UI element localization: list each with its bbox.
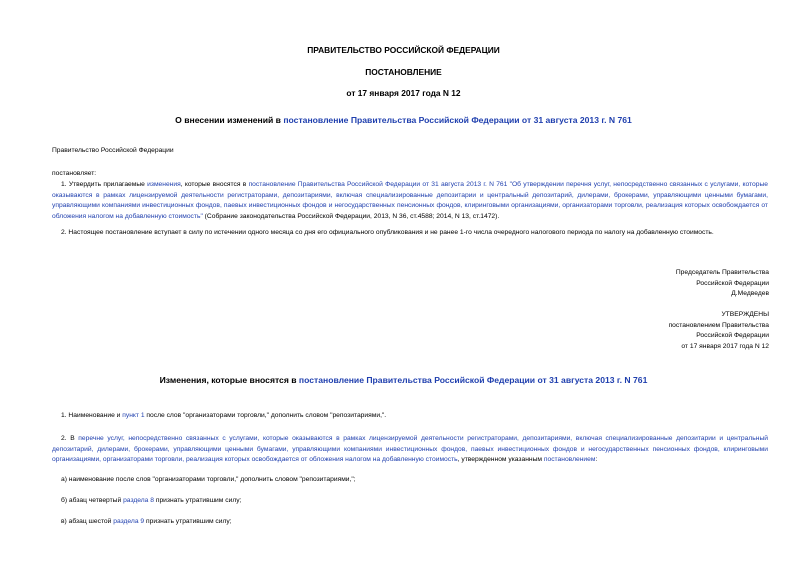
change-1-text-b: после слов "организаторами торговли," дополнить словом "репозитариями,".	[144, 412, 387, 419]
approval-line-1: УТВЕРЖДЕНЫ	[721, 311, 769, 318]
signature-position-2: Российской Федерации	[696, 279, 769, 287]
changes-title	[0, 375, 807, 385]
signature-position-1: Председатель Правительства	[675, 269, 769, 276]
sub-b-text-a: б) абзац четвертый	[61, 497, 124, 504]
sub-b-text-b: признать утратившим силу;	[153, 497, 242, 504]
sub-b-paragraph	[52, 496, 768, 507]
sub-a-paragraph: а) наименование после слов "организаторами торговли," дополнить словом "репозитариями,";	[61, 476, 356, 483]
sub-c-link-section-9[interactable]: раздела 9	[113, 518, 145, 525]
title-prefix: О внесении изменений в	[175, 115, 284, 125]
change-2-text-c: :	[595, 456, 598, 463]
change-2-link-resolution[interactable]: постановлением	[543, 456, 596, 463]
approval-line-4: от 17 января 2017 года N 12	[681, 342, 769, 350]
change-1-paragraph	[52, 411, 768, 422]
changes-title-link[interactable]: постановление Правительства Российской Федерации от 31 августа 2013 г. N 761	[298, 375, 648, 385]
change-1-text-a: 1. Наименование и	[61, 412, 123, 419]
changes-title-prefix: Изменения, которые вносятся в	[159, 375, 299, 385]
change-2-paragraph	[52, 434, 768, 466]
header-doc-type: ПОСТАНОВЛЕНИЕ	[365, 67, 442, 77]
document-title	[0, 115, 807, 125]
signature-name: Д.Медведев	[731, 290, 769, 297]
change-2-link-list[interactable]: перечне услуг, непосредственно связанных с услугами, которые оказываются в рамках лицензируемой деятельности регистраторами, депозитариями, включая специализированные депозитарии и центральный депозитарий, дилерами, брокерами, управляющими ценными бумагами, управляющими компаниями инвестиционных фондов, паевых инвестиционных фондов и негосударственных пенсионных фондов, клиринговыми организациями, организаторами торговли, реализация которых освобождается от обложения налогом на добавленную стоимость	[52, 435, 768, 463]
preamble-decides: постановляет:	[52, 170, 97, 177]
sub-c-paragraph	[52, 517, 768, 528]
approval-block	[669, 310, 769, 352]
title-link[interactable]: постановление Правительства Российской Федерации от 31 августа 2013 г. N 761	[283, 115, 632, 125]
header-org: ПРАВИТЕЛЬСТВО РОССИЙСКОЙ ФЕДЕРАЦИИ	[307, 45, 500, 55]
item-1-text-a: 1. Утвердить прилагаемые	[61, 181, 148, 188]
approval-line-2: постановлением Правительства	[668, 321, 769, 329]
sub-c-text-b: признать утратившим силу;	[144, 518, 232, 525]
item-1-link-changes[interactable]: изменения	[147, 181, 181, 188]
item-1-text-b: , которые вносятся в	[180, 181, 249, 188]
change-2-text-b: , утвержденном указанным	[457, 456, 544, 463]
change-2-text-a: 2. В	[61, 435, 79, 442]
item-1-paragraph	[52, 180, 768, 222]
header-date-number: от 17 января 2017 года N 12	[346, 88, 461, 98]
sub-c-text-a: в) абзац шестой	[61, 518, 114, 525]
item-1-text-c: (Собрание законодательства Российской Федерации, 2013, N 36, ст.4588; 2014, N 13, ст.1472).	[202, 212, 500, 220]
change-1-link-point-1[interactable]: пункт 1	[122, 412, 145, 419]
item-2-paragraph: 2. Настоящее постановление вступает в силу по истечении одного месяца со дня его официального опубликования и не ранее 1-го числа очередного налогового периода по налогу на добавленную стоимость.	[61, 229, 714, 236]
preamble-issuer: Правительство Российской Федерации	[52, 147, 174, 154]
item-1-link-resolution[interactable]: постановление Правительства Российской Федерации от 31 августа 2013 г. N 761 "Об утверждении перечня услуг, непосредственно связанных с услугами, которые оказываются в рамках лицензируемой деятельности регистраторами, депозитариями, включая специализированные депозитарии и центральный депозитарий, дилерами, брокерами, управляющими ценными бумагами, управляющими компаниями инвестиционных фондов, паевых инвестиционных фондов и негосударственных пенсионных фондов, клиринговыми организациями, организаторами торговли, реализация которых освобождается от обложения налогом на добавленную стоимость"	[52, 181, 768, 220]
signature-block	[676, 268, 769, 300]
approval-line-3: Российской Федерации	[696, 332, 769, 339]
sub-b-link-section-8[interactable]: раздела 8	[123, 497, 154, 504]
